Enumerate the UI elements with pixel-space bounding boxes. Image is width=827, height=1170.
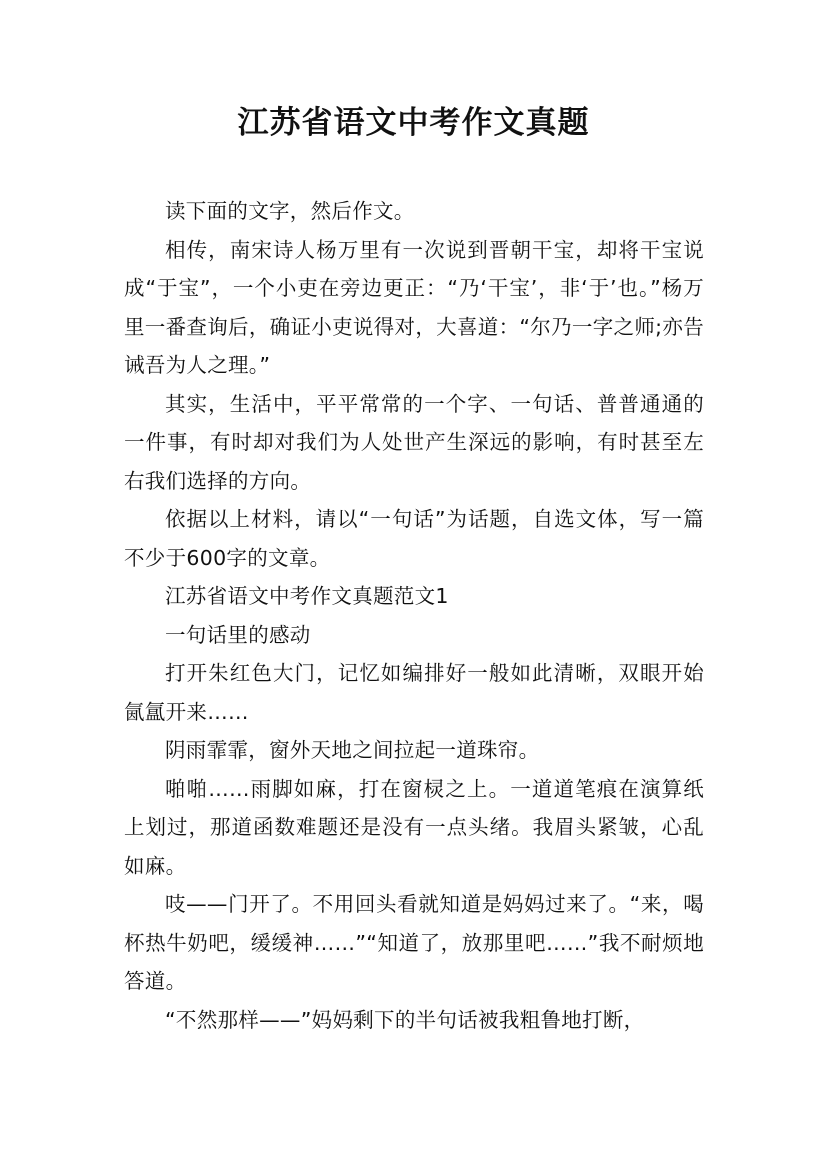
essay-title: 一句话里的感动 xyxy=(165,622,311,647)
document-body xyxy=(124,192,704,1039)
paragraph: 其实，生活中，平平常常的一个字、一句话、普普通通的一件事，有时却对我们为人处世产生深远的影响，有时甚至左右我们选择的方向。 xyxy=(124,391,704,493)
paragraph: 阴雨霏霏，窗外天地之间拉起一道珠帘。 xyxy=(165,738,540,762)
paragraph: “不然那样——”妈妈剩下的半句话被我粗鲁地打断， xyxy=(165,1007,645,1032)
paragraph: 打开朱红色大门，记忆如编排好一般如此清晰，双眼开始氤氲开来…… xyxy=(124,661,704,724)
paragraph: 啪啪……雨脚如麻，打在窗棂之上。一道道笔痕在演算纸上划过，那道函数难题还是没有一点头绪。我眉头紧皱，心乱如麻。 xyxy=(124,776,704,878)
document-title: 江苏省语文中考作文真题 xyxy=(237,105,590,141)
paragraph: 依据以上材料，请以“一句话”为话题，自选文体，写一篇不少于600字的文章。 xyxy=(124,507,704,570)
paragraph: 吱——门开了。不用回头看就知道是妈妈过来了。“来，喝杯热牛奶吧，缓缓神……”“知道了，放那里吧……”我不耐烦地答道。 xyxy=(124,892,704,993)
essay-heading: 江苏省语文中考作文真题范文1 xyxy=(165,584,449,608)
paragraph: 读下面的文字，然后作文。 xyxy=(165,199,415,223)
paragraph: 相传，南宋诗人杨万里有一次说到晋朝干宝，却将干宝说成“于宝”，一个小吏在旁边更正：“乃‘干宝’，非‘于’也。”杨万里一番查询后，确证小吏说得对，大喜道：“尔乃一字之师;亦告诫吾为人之理。” xyxy=(124,237,704,377)
